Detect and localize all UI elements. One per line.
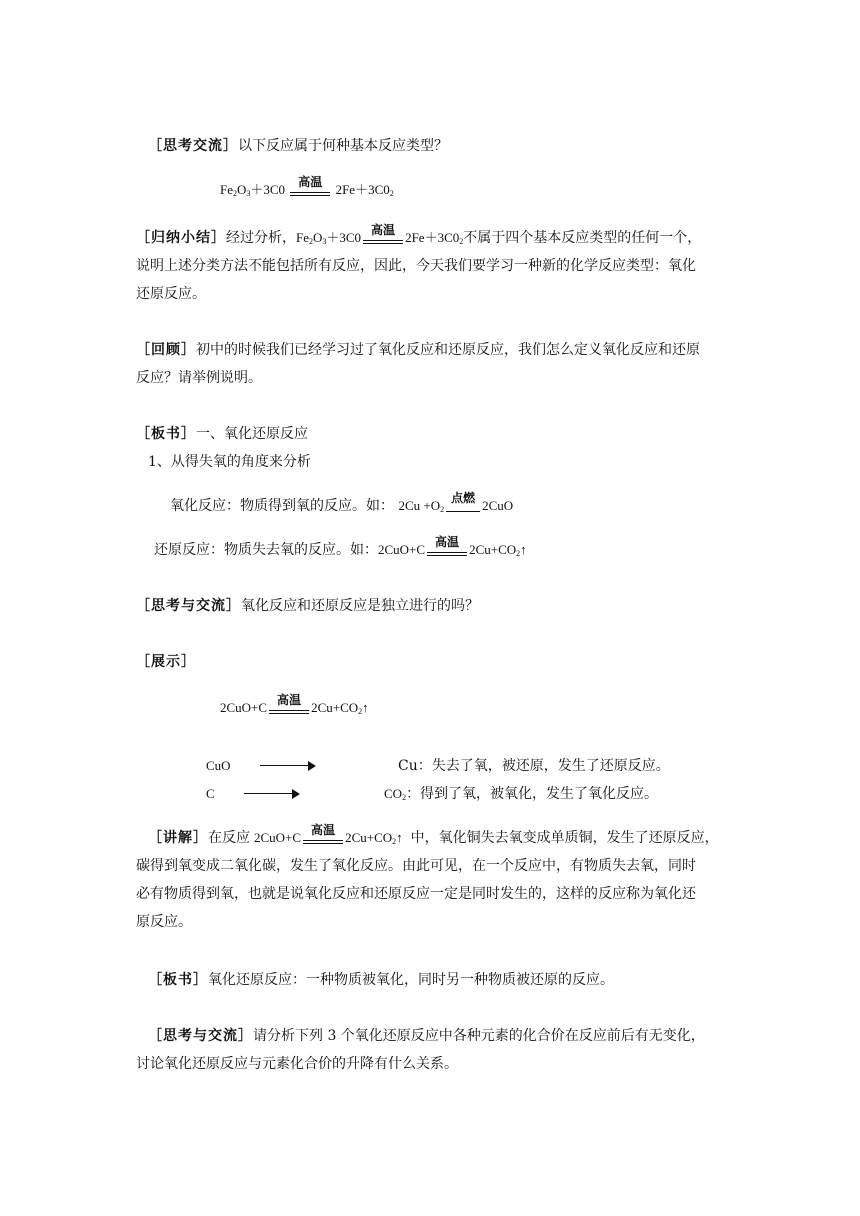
arrow-right-icon <box>244 789 300 799</box>
explain-line-2: 碳得到氧变成二氧化碳，发生了氧化反应。由此可见，在一个反应中，有物质失去氧，同时 <box>136 858 696 874</box>
condition-high-temp: 高温 <box>290 184 330 198</box>
explain-line-3: 必有物质得到氧，也就是说氧化反应和还原反应一定是同时发生的，这样的反应称为氧化还 <box>136 886 696 902</box>
condition-high-temp: 高温 <box>269 702 309 716</box>
board-1: ［板书］一、氧化还原反应 <box>136 426 308 442</box>
explain-line-1: ［讲解］在反应 2CuO+C 高温 $2Cu+CO_2↑$ 中，氧化铜失去氧变成单质铜，发生了还原反应， <box>148 823 719 846</box>
reduction-definition: 还原反应：物质失去氧的反应。如：2CuO+C 高温 $2Cu+CO_2↑$ <box>154 535 527 558</box>
board-2: ［板书］氧化还原反应：一种物质被氧化，同时另一种物质被还原的反应。 <box>148 972 614 988</box>
display-heading <box>136 652 196 672</box>
equation-cuo-c: 2CuO+C 高温 $2Cu+CO_2↑$ <box>220 693 369 716</box>
section-tag: ［板书］ <box>148 972 208 988</box>
think-exchange-2: ［思考与交流］氧化反应和还原反应是独立进行的吗？ <box>136 598 479 614</box>
condition-high-temp: 高温 <box>363 232 403 246</box>
section-tag: ［归纳小结］ <box>136 230 226 246</box>
section-tag: ［展示］ <box>136 654 196 670</box>
section-tag: ［思考交流］ <box>148 138 238 154</box>
summary-line-2: 说明上述分类方法不能包括所有反应，因此，今天我们要学习一种新的化学反应类型：氧化 <box>136 258 696 274</box>
explain-line-4: 原反应。 <box>136 914 192 930</box>
c-label: C <box>206 786 215 801</box>
condition-ignite: 点燃 <box>446 500 480 514</box>
section-tag: ［讲解］ <box>148 830 208 846</box>
cuo-label: CuO <box>206 758 231 773</box>
think-exchange-1 <box>148 136 448 156</box>
section-tag: ［思考与交流］ <box>148 1028 253 1044</box>
oxidation-definition: 氧化反应：物质得到氧的反应。如： $2Cu +O_2$ 点燃 2CuO <box>170 491 514 514</box>
condition-high-temp: 高温 <box>303 832 343 846</box>
review-line-2: 反应？请举例说明。 <box>136 370 262 386</box>
review-line-1: ［回顾］初中的时候我们已经学习过了氧化反应和还原反应，我们怎么定义氧化反应和还原 <box>136 342 700 358</box>
section-tag: ［思考与交流］ <box>136 598 241 614</box>
equation-fe2o3-co-inline: $Fe_2O_3+3C0$ 高温 $2Fe+3C0_2$ <box>296 223 464 246</box>
summary-line-3: 还原反应。 <box>136 286 206 302</box>
summary-line-1: ［归纳小结］经过分析，$Fe_2O_3+3C0$ 高温 $2Fe+3C0_2$不属于四个基本反应类型的任何一个， <box>136 223 702 246</box>
arrow-right-icon <box>260 761 316 771</box>
paragraph-text: 以下反应属于何种基本反应类型？ <box>238 138 448 154</box>
co2-description: $CO_2$：得到了氧，被氧化，发生了氧化反应。 <box>384 786 659 802</box>
board-subheading: 1、从得失氧的角度来分析 <box>148 454 311 470</box>
condition-high-temp: 高温 <box>427 544 467 558</box>
section-tag: ［板书］ <box>136 426 196 442</box>
cu-description: Cu：失去了氧，被还原，发生了还原反应。 <box>398 758 670 774</box>
think-exchange-3-line-1: ［思考与交流］请分析下列 3 个氧化还原反应中各种元素的化合价在反应前后有无变化， <box>148 1028 705 1044</box>
section-tag: ［回顾］ <box>136 342 196 358</box>
think-exchange-3-line-2: 讨论氧化还原反应与元素化合价的升降有什么关系。 <box>136 1056 458 1072</box>
equation-fe2o3-co: $Fe_2O_3+3C0$ 高温 $2Fe+3C0_2$ <box>220 175 394 198</box>
